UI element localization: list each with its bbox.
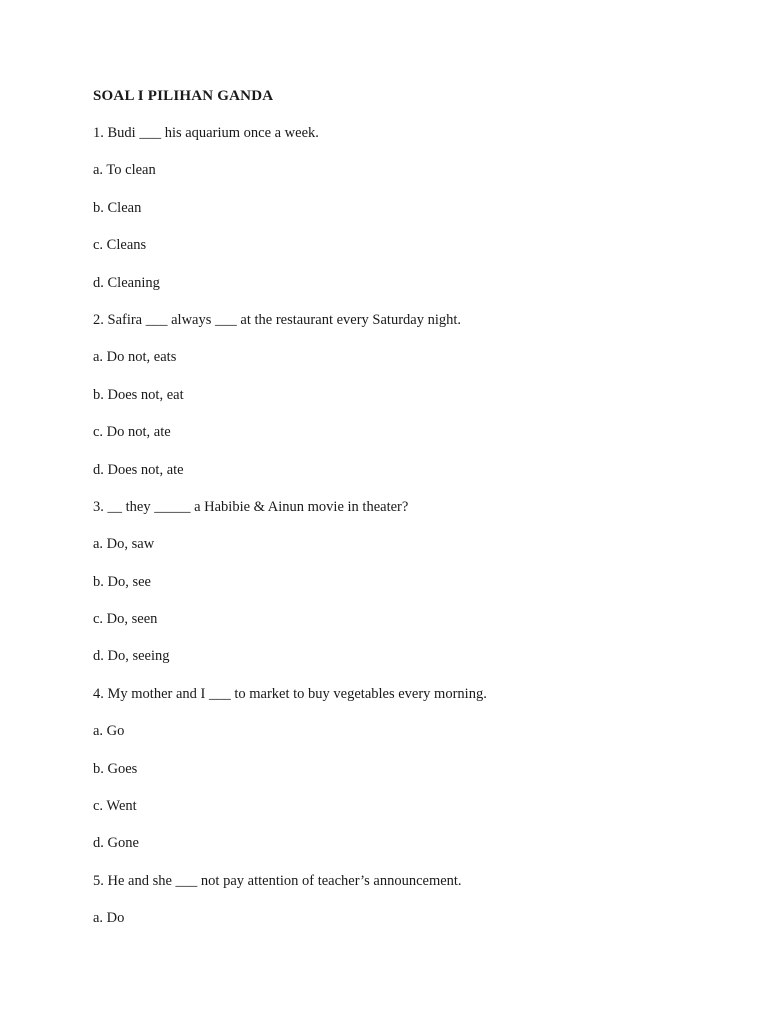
answer-option: d. Does not, ate bbox=[93, 461, 184, 478]
answer-option: d. Cleaning bbox=[93, 274, 160, 291]
answer-option: c. Do, seen bbox=[93, 611, 158, 628]
question-2 bbox=[93, 310, 733, 480]
answer-option: b. Do, see bbox=[93, 573, 151, 590]
answer-option: a. Go bbox=[93, 723, 125, 740]
question-3 bbox=[93, 497, 733, 667]
answer-option: a. Do, saw bbox=[93, 536, 155, 553]
document-title: SOAL I PILIHAN GANDA bbox=[93, 88, 274, 104]
document-page bbox=[93, 86, 733, 946]
answer-option: b. Goes bbox=[93, 760, 138, 777]
question-text: 1. Budi ___ his aquarium once a week. bbox=[93, 125, 319, 141]
answer-option: d. Do, seeing bbox=[93, 648, 170, 665]
answer-option: d. Gone bbox=[93, 835, 139, 852]
question-text: 2. Safira ___ always ___ at the restaurant every Saturday night. bbox=[93, 311, 462, 328]
answer-option: a. To clean bbox=[93, 162, 156, 179]
question-text: 4. My mother and I ___ to market to buy vegetables every morning. bbox=[93, 685, 487, 702]
answer-option: b. Does not, eat bbox=[93, 386, 184, 403]
question-1 bbox=[93, 123, 733, 293]
answer-option: c. Do not, ate bbox=[93, 424, 171, 441]
answer-option: c. Cleans bbox=[93, 237, 147, 254]
question-text: 5. He and she ___ not pay attention of teacher’s announcement. bbox=[93, 872, 462, 889]
question-5 bbox=[93, 871, 733, 928]
answer-option: c. Went bbox=[93, 798, 137, 815]
answer-option: a. Do not, eats bbox=[93, 349, 177, 366]
answer-option: b. Clean bbox=[93, 199, 142, 216]
question-4 bbox=[93, 684, 733, 854]
answer-option: a. Do bbox=[93, 910, 125, 927]
question-text: 3. __ they _____ a Habibie & Ainun movie in theater? bbox=[93, 498, 409, 515]
